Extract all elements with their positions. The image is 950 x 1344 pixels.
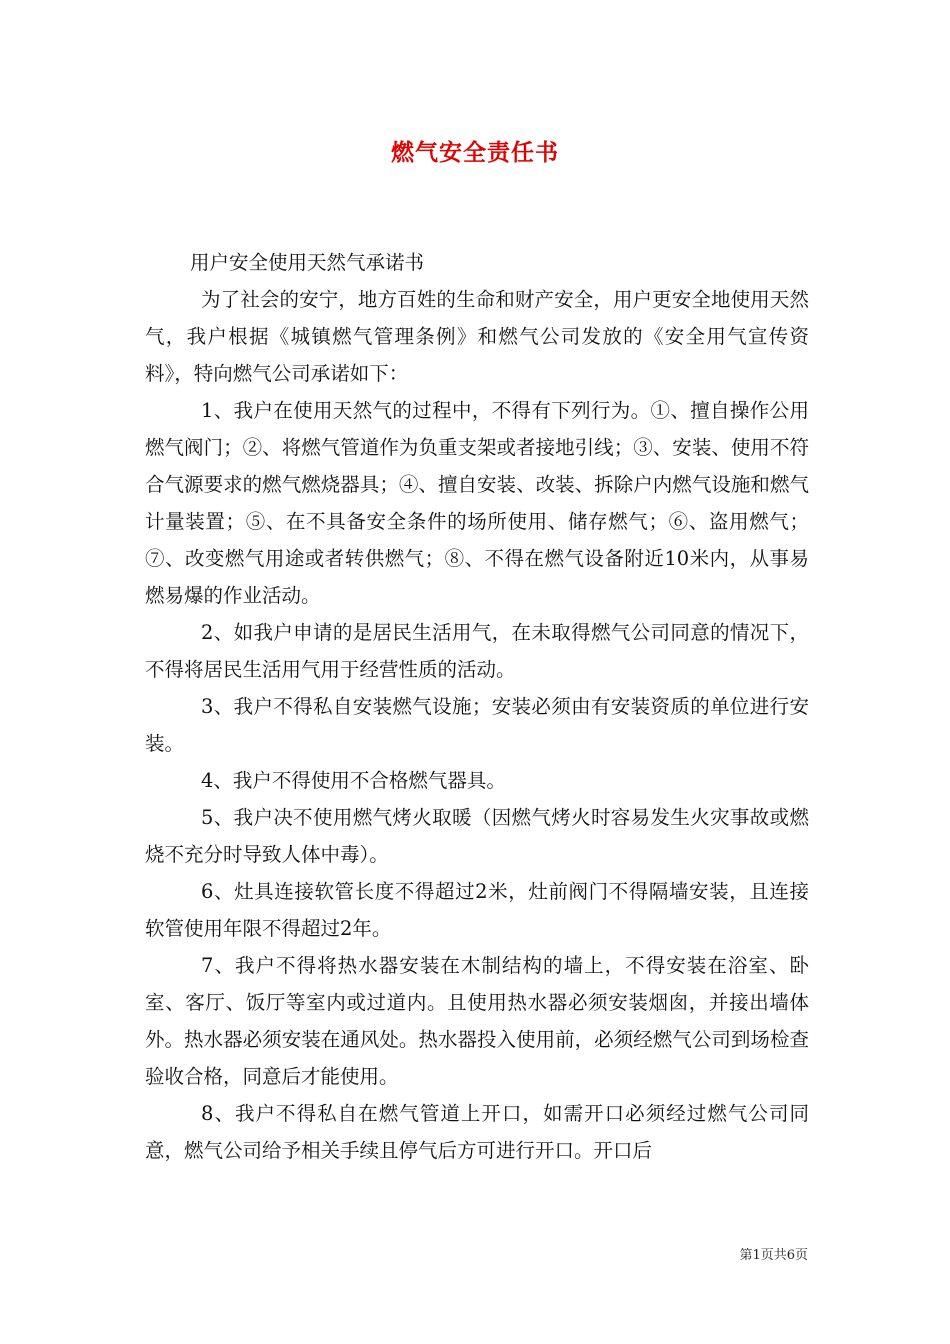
intro-paragraph: 为了社会的安宁，地方百姓的生命和财产安全，用户更安全地使用天然气，我户根据《城镇燃气管理条例》和燃气公司发放的《安全用气宣传资料》，特向燃气公司承诺如下： [145, 288, 809, 385]
page-number: 第1页共6页 [739, 1248, 808, 1263]
clause-3: 3、我户不得私自安装燃气设施；安装必须由有安装资质的单位进行安装。 [145, 695, 809, 755]
document-body [145, 244, 809, 1169]
document-title: 燃气安全责任书 [391, 139, 559, 166]
clause-6: 6、灶具连接软管长度不得超过2米，灶前阀门不得隔墙安装，且连接软管使用年限不得超过2年。 [145, 880, 809, 940]
document-subtitle: 用户安全使用天然气承诺书 [190, 251, 425, 274]
clause-5: 5、我户决不使用燃气烤火取暖（因燃气烤火时容易发生火灾事故或燃烧不充分时导致人体中毒）。 [145, 806, 809, 866]
clause-7: 7、我户不得将热水器安装在木制结构的墙上，不得安装在浴室、卧室、客厅、饭厅等室内或过道内。且使用热水器必须安装烟囱，并接出墙体外。热水器必须安装在通风处。热水器投入使用前，必须经燃气公司到场检查验收合格，同意后才能使用。 [145, 954, 809, 1088]
clause-8: 8、我户不得私自在燃气管道上开口，如需开口必须经过燃气公司同意，燃气公司给予相关手续且停气后方可进行开口。开口后 [145, 1102, 809, 1162]
clause-2: 2、如我户申请的是居民生活用气，在未取得燃气公司同意的情况下，不得将居民生活用气用于经营性质的活动。 [145, 621, 809, 681]
clause-1: 1、我户在使用天然气的过程中，不得有下列行为。①、擅自操作公用燃气阀门；②、将燃气管道作为负重支架或者接地引线；③、安装、使用不符合气源要求的燃气燃烧器具；④、擅自安装、改装、拆除户内燃气设施和燃气计量装置；⑤、在不具备安全条件的场所使用、储存燃气；⑥、盗用燃气；⑦、改变燃气用途或者转供燃气；⑧、不得在燃气设备附近10米内，从事易燃易爆的作业活动。 [145, 399, 809, 607]
clause-4: 4、我户不得使用不合格燃气器具。 [201, 769, 506, 792]
